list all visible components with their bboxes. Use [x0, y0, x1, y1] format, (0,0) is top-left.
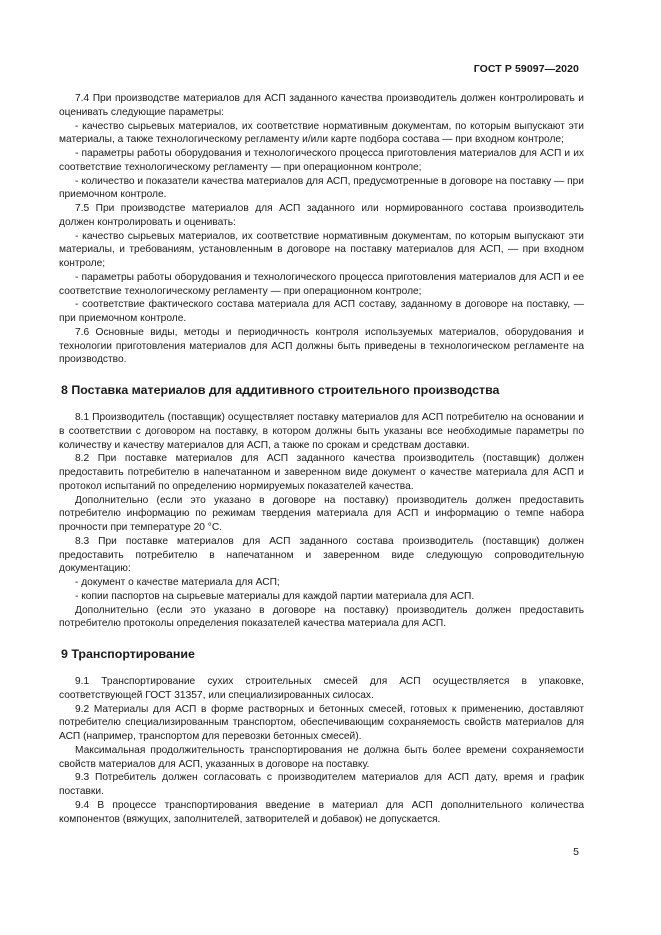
clause-9-3: 9.3 Потребитель должен согласовать с производителем материалов для АСП дату, время и график поставки.	[59, 772, 584, 797]
list-item: - параметры работы оборудования и технологического процесса приготовления материалов для АСП и их соответствие технологическому регламенту — при операционном контроле;	[59, 148, 584, 173]
clause-8-3: 8.3 При поставке материалов для АСП заданного состава производитель (поставщик) должен предоставить потребителю в напечатанном и заверенном виде следующую сопроводительную документацию:	[59, 535, 584, 575]
clause-7-5: 7.5 При производстве материалов для АСП заданного или нормированного состава производитель должен контролировать и оценивать:	[59, 203, 584, 228]
clause-7-6: 7.6 Основные виды, методы и периодичность контроля используемых материалов, оборудования и технологии приготовления материалов для АСП должны быть приведены в технологическом регламенте на производство.	[59, 326, 584, 366]
paragraph: Дополнительно (если это указано в договоре на поставку) производитель должен предоставить потребителю протоколы определения показателей качества материала для АСП.	[59, 604, 584, 630]
clause-9-4: 9.4 В процессе транспортирования введение в материал для АСП дополнительного количества компонентов (вяжущих, заполнителей, затворителей и добавок) не допускается.	[59, 799, 584, 825]
standard-number: ГОСТ Р 59097—2020	[473, 63, 579, 75]
section-8-heading: 8 Поставка материалов для аддитивного строительного производства	[61, 383, 500, 397]
clause-8-1: 8.1 Производитель (поставщик) осуществляет поставку материалов для АСП потребителю на основании и в соответствии с договором на поставку, в котором должны быть указаны все необходимые параметры по количеству и качеству материалов для АСП, а также по срокам и средствам доставки.	[59, 412, 584, 451]
clause-8-2: 8.2 При поставке материалов для АСП заданного качества производитель (поставщик) должен предоставить потребителю в напечатанном и заверенном виде документ о качестве материала для АСП и протокол испытаний по определению нормируемых показателей качества.	[59, 453, 584, 492]
list-item: - качество сырьевых материалов, их соответствие нормативным документам, по которым выпускают эти материалы, а также технологическому регламенту и/или карте подбора состава — при входном контроле;	[59, 120, 584, 146]
paragraph: Максимальная продолжительность транспортирования не должна быть более времени сохраняемости свойств материалов для АСП, указанных в договоре на поставку.	[59, 744, 584, 770]
clause-9-2: 9.2 Материалы для АСП в форме растворных и бетонных смесей, готовых к применению, доставляют потребителю специализированным транспортом, обеспечивающим сохраняемость свойств материалов для АСП (например, транспортом для перевозки бетонных смесей).	[59, 703, 584, 742]
list-item: - параметры работы оборудования и технологического процесса приготовления материалов для АСП и ее соответствие технологическому регламенту — при операционном контроле;	[59, 271, 584, 297]
clause-7-4: 7.4 При производстве материалов для АСП заданного качества производитель должен контролировать и оценивать следующие параметры:	[59, 93, 584, 118]
list-item: - качество сырьевых материалов, их соответствие нормативным документам, по которым выпускают эти материалы, и требованиям, установленным в договоре на поставку материалов для АСП, — при входном контроле;	[59, 230, 584, 269]
list-item: - соответствие фактического состава материала для АСП составу, заданному в договоре на поставку, — при приемочном контроле.	[59, 299, 584, 324]
paragraph: Дополнительно (если это указано в договоре на поставку) производитель должен предоставить потребителю информацию по режимам твердения материала для АСП и информацию о темпе набора прочности при температуре 20 °С.	[59, 494, 584, 533]
page-number: 5	[573, 846, 579, 858]
list-item: - документ о качестве материала для АСП;	[75, 577, 280, 588]
clause-9-1: 9.1 Транспортирование сухих строительных смесей для АСП осуществляется в упаковке, соответствующей ГОСТ 31357, или специализированных силосах.	[59, 676, 584, 701]
list-item: - копии паспортов на сырьевые материалы для каждой партии материала для АСП.	[75, 590, 475, 602]
page-content	[59, 92, 584, 826]
section-9-heading: 9 Транспортирование	[61, 647, 195, 661]
list-item: - количество и показатели качества материалов для АСП, предусмотренные в договоре на поставку — при приемочном контроле.	[59, 175, 584, 201]
